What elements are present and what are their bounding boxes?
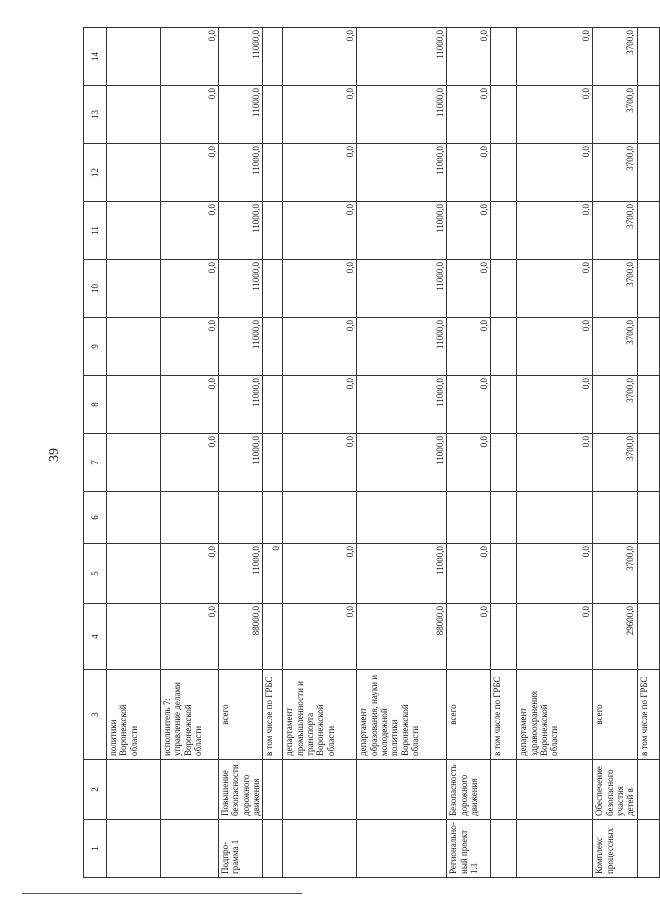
column-header: 13 — [84, 86, 107, 144]
value-cell: 11000,0 — [219, 202, 263, 260]
value-cell: 11000,0 — [357, 86, 447, 144]
value-cell: 11000,0 — [357, 202, 447, 260]
value-cell: 0,0 — [447, 202, 491, 260]
value-cell: 0 — [263, 544, 283, 604]
value-cell: 11000,0 — [357, 318, 447, 376]
footer-divider — [22, 893, 302, 894]
value-cell: 11000,0 — [357, 260, 447, 318]
value-cell — [107, 28, 161, 86]
column-header: 3 — [84, 670, 107, 760]
row-label-cell — [491, 760, 517, 820]
column-header: 7 — [84, 434, 107, 492]
value-cell — [637, 434, 659, 492]
row-label-cell: всего — [219, 670, 263, 760]
value-cell — [263, 434, 283, 492]
value-cell — [107, 260, 161, 318]
value-cell: 88000,0 — [219, 604, 263, 670]
table-row — [357, 28, 447, 878]
value-cell — [491, 28, 517, 86]
table-row — [491, 28, 517, 878]
value-cell — [263, 260, 283, 318]
value-cell — [107, 544, 161, 604]
row-label-cell — [161, 760, 219, 820]
value-cell — [263, 376, 283, 434]
value-cell: 0,0 — [161, 318, 219, 376]
row-label-cell: всего — [593, 670, 637, 760]
value-cell — [107, 492, 161, 544]
value-cell — [263, 86, 283, 144]
value-cell — [447, 492, 491, 544]
value-cell — [219, 492, 263, 544]
value-cell — [637, 144, 659, 202]
rotated-table-container — [83, 28, 649, 878]
table-row — [593, 28, 637, 878]
row-label-cell — [491, 820, 517, 878]
value-cell — [637, 86, 659, 144]
row-label-cell — [263, 760, 283, 820]
column-header: 12 — [84, 144, 107, 202]
column-header: 9 — [84, 318, 107, 376]
value-cell — [263, 202, 283, 260]
value-cell: 0,0 — [283, 202, 357, 260]
value-cell: 0,0 — [517, 544, 593, 604]
value-cell: 0,0 — [517, 144, 593, 202]
row-label-cell: департамент промышленности и транспорта Воронежской области — [283, 670, 357, 760]
row-label-cell: всего — [447, 670, 491, 760]
row-label-cell: департамент здравоохранения Воронежской области — [517, 670, 593, 760]
value-cell — [263, 28, 283, 86]
value-cell — [263, 492, 283, 544]
value-cell: 0,0 — [283, 260, 357, 318]
value-cell — [491, 86, 517, 144]
value-cell — [491, 260, 517, 318]
value-cell: 88000,0 — [357, 604, 447, 670]
value-cell: 11000,0 — [219, 376, 263, 434]
value-cell: 0,0 — [517, 260, 593, 318]
value-cell: 0,0 — [161, 260, 219, 318]
value-cell — [491, 202, 517, 260]
row-label-cell — [517, 760, 593, 820]
row-label-cell — [637, 820, 659, 878]
table-row — [107, 28, 161, 878]
row-label-cell: Обеспечение безопасного участия детей в — [593, 760, 637, 820]
value-cell: 0,0 — [447, 434, 491, 492]
value-cell: 11000,0 — [219, 86, 263, 144]
value-cell — [107, 318, 161, 376]
value-cell: 29600,0 — [593, 604, 637, 670]
row-label-cell: Регионально-ный проект 1.1 — [447, 820, 491, 878]
value-cell: 11000,0 — [357, 28, 447, 86]
column-header: 14 — [84, 28, 107, 86]
column-header: 8 — [84, 376, 107, 434]
value-cell: 0,0 — [161, 544, 219, 604]
value-cell: 0,0 — [161, 434, 219, 492]
value-cell: 0,0 — [447, 86, 491, 144]
value-cell — [491, 318, 517, 376]
column-header: 1 — [84, 820, 107, 878]
value-cell — [107, 376, 161, 434]
value-cell — [637, 604, 659, 670]
row-label-cell — [637, 760, 659, 820]
value-cell: 0,0 — [447, 144, 491, 202]
value-cell — [637, 260, 659, 318]
table-row — [219, 28, 263, 878]
value-cell: 0,0 — [161, 28, 219, 86]
value-cell — [637, 492, 659, 544]
column-header: 4 — [84, 604, 107, 670]
row-label-cell — [283, 820, 357, 878]
value-cell: 3700,0 — [593, 318, 637, 376]
row-label-cell — [357, 760, 447, 820]
value-cell — [491, 492, 517, 544]
value-cell: 0,0 — [161, 376, 219, 434]
column-header: 6 — [84, 492, 107, 544]
value-cell: 0,0 — [447, 376, 491, 434]
row-label-cell — [107, 820, 161, 878]
value-cell: 0,0 — [447, 28, 491, 86]
value-cell — [263, 318, 283, 376]
value-cell: 0,0 — [283, 28, 357, 86]
value-cell: 11000,0 — [219, 28, 263, 86]
value-cell: 11000,0 — [357, 434, 447, 492]
value-cell — [107, 604, 161, 670]
row-label-cell: департамент образования, науки и молодежной политики Воронежской области — [357, 670, 447, 760]
value-cell: 0,0 — [447, 544, 491, 604]
value-cell: 11000,0 — [357, 544, 447, 604]
row-label-cell: Безопасность дорожного движения — [447, 760, 491, 820]
value-cell — [593, 492, 637, 544]
row-label-cell: в том числе по ГРБС — [491, 670, 517, 760]
budget-table — [83, 27, 660, 878]
value-cell: 3700,0 — [593, 260, 637, 318]
value-cell: 0,0 — [517, 376, 593, 434]
value-cell: 0,0 — [283, 604, 357, 670]
value-cell — [637, 376, 659, 434]
table-row — [283, 28, 357, 878]
value-cell — [637, 202, 659, 260]
header-row — [84, 28, 107, 878]
value-cell — [357, 492, 447, 544]
value-cell — [263, 604, 283, 670]
row-label-cell — [263, 820, 283, 878]
value-cell: 0,0 — [161, 144, 219, 202]
value-cell — [161, 492, 219, 544]
value-cell — [491, 604, 517, 670]
value-cell — [107, 434, 161, 492]
value-cell — [637, 318, 659, 376]
table-row — [263, 28, 283, 878]
row-label-cell: в том числе по ГРБС — [637, 670, 659, 760]
table-row — [161, 28, 219, 878]
value-cell: 3700,0 — [593, 376, 637, 434]
value-cell — [107, 144, 161, 202]
value-cell: 0,0 — [161, 604, 219, 670]
value-cell: 11000,0 — [219, 318, 263, 376]
row-label-cell — [357, 820, 447, 878]
value-cell: 3700,0 — [593, 144, 637, 202]
value-cell: 0,0 — [517, 86, 593, 144]
value-cell — [517, 492, 593, 544]
row-label-cell: Повышение безопасности дорожного движения — [219, 760, 263, 820]
value-cell — [491, 544, 517, 604]
value-cell: 3700,0 — [593, 86, 637, 144]
value-cell: 0,0 — [161, 86, 219, 144]
value-cell: 0,0 — [283, 376, 357, 434]
value-cell: 11000,0 — [219, 260, 263, 318]
row-label-cell: Комплекс процессных — [593, 820, 637, 878]
row-label-cell — [107, 760, 161, 820]
value-cell: 0,0 — [161, 202, 219, 260]
value-cell: 3700,0 — [593, 202, 637, 260]
table-row — [447, 28, 491, 878]
value-cell: 11000,0 — [219, 144, 263, 202]
row-label-cell: политики Воронежской области — [107, 670, 161, 760]
value-cell: 0,0 — [283, 434, 357, 492]
column-header: 5 — [84, 544, 107, 604]
value-cell — [637, 28, 659, 86]
row-label-cell — [161, 820, 219, 878]
row-label-cell: Подпро-грамма 1 — [219, 820, 263, 878]
value-cell: 0,0 — [517, 434, 593, 492]
row-label-cell: исполнитель 7: управление делами Воронежской области — [161, 670, 219, 760]
table-row — [637, 28, 659, 878]
value-cell: 0,0 — [517, 604, 593, 670]
page-number: 39 — [47, 448, 62, 462]
table-row — [517, 28, 593, 878]
value-cell: 11000,0 — [357, 144, 447, 202]
value-cell: 0,0 — [447, 260, 491, 318]
value-cell: 3700,0 — [593, 28, 637, 86]
value-cell: 11000,0 — [219, 434, 263, 492]
value-cell: 0,0 — [283, 544, 357, 604]
value-cell: 0,0 — [283, 144, 357, 202]
value-cell — [491, 144, 517, 202]
row-label-cell — [283, 760, 357, 820]
value-cell: 0,0 — [517, 28, 593, 86]
column-header: 11 — [84, 202, 107, 260]
value-cell — [283, 492, 357, 544]
value-cell: 11000,0 — [357, 376, 447, 434]
row-label-cell — [517, 820, 593, 878]
value-cell: 0,0 — [283, 318, 357, 376]
value-cell — [107, 202, 161, 260]
value-cell — [491, 376, 517, 434]
value-cell — [263, 144, 283, 202]
value-cell — [491, 434, 517, 492]
value-cell: 11000,0 — [219, 544, 263, 604]
value-cell: 3700,0 — [593, 434, 637, 492]
value-cell: 3700,0 — [593, 544, 637, 604]
row-label-cell: в том числе по ГРБС — [263, 670, 283, 760]
value-cell — [637, 544, 659, 604]
value-cell — [107, 86, 161, 144]
column-header: 10 — [84, 260, 107, 318]
value-cell: 0,0 — [517, 202, 593, 260]
value-cell: 0,0 — [447, 604, 491, 670]
column-header: 2 — [84, 760, 107, 820]
value-cell: 0,0 — [283, 86, 357, 144]
value-cell: 0,0 — [517, 318, 593, 376]
value-cell: 0,0 — [447, 318, 491, 376]
